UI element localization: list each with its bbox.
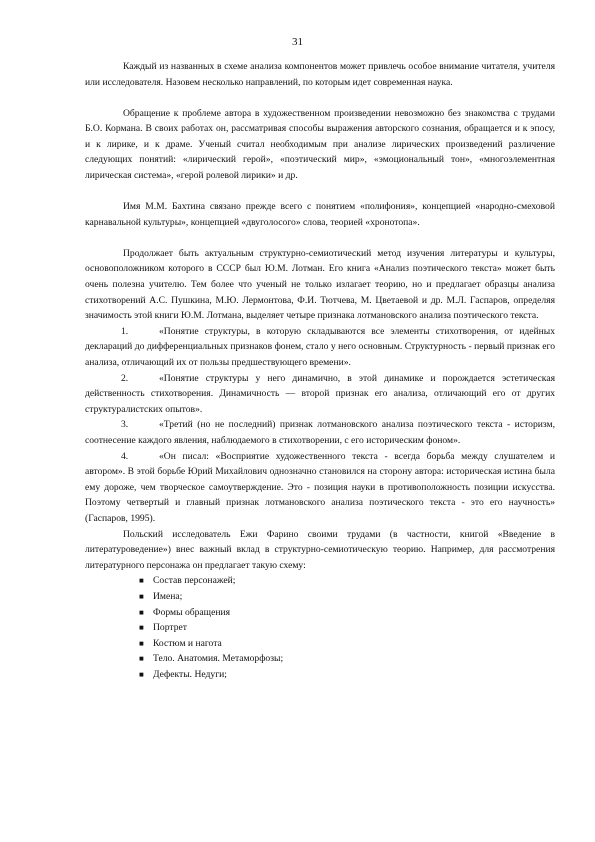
page-content [85,59,555,682]
item-text: «Понятие структуры у него динамично, в этой динамике и порождается эстетическая действенность стихотворения. Динамичность — второй признак его анализа, отличающий его от других структуралистских опытов». [85,372,555,415]
list-item-text: Формы обращения [153,606,231,618]
bullet-icon: ■ [139,576,144,586]
list-item [139,605,555,621]
item-text: «Понятие структуры, в которую складываются все элементы стихотворения, от идейных деклараций до дифференциальных признаков фонем, стало у него основным. Структурность - первый признак его анализа, отличающий их от пользы предшествующего времени». [85,325,555,368]
item-number: 4. [121,450,129,462]
bullet-icon: ■ [139,638,144,648]
list-item [139,667,555,683]
list-item-text: Тело. Анатомия. Метаморфозы; [153,653,284,665]
list-item [139,620,555,636]
page-number: 31 [292,36,303,48]
item-number: 1. [121,325,129,337]
paragraph-farino: Польский исследователь Ежи Фарино своими трудами (в частности, книгой «Введение в литературоведение») внес важный вклад в структурно-семиотическую теорию. Например, для рассмотрения литературного персонажа он предлагает такую схему: [85,528,555,571]
item-text: «Третий (но не последний) признак лотмановского анализа поэтического текста - историзм, соотнесение каждого явления, наблюдаемого в стихотворении, с его историческим фоном». [85,419,555,446]
numbered-item-1 [85,324,555,371]
item-number: 2. [121,372,129,384]
paragraph-intro: Каждый из названных в схеме анализа компонентов может привлечь особое внимание читателя, учителя или исследователя. Назовем несколько направлений, по которым идет современная наука. [85,61,555,88]
list-item-text: Костюм и нагота [153,637,222,649]
item-text: «Он писал: «Восприятие художественного текста - всегда борьба между слушателем и автором». В этой борьбе Юрий Михайлович однозначно становился на сторону автора: историческая истина была ему дороже, чем творческое самоутверждение. Это - позиция науки в противоположность позиции искусства. Поэтому четвертый и главный признак лотмановского анализа поэтического текста - это его научность» (Гаспаров, 1995). [85,450,555,524]
list-item-text: Имена; [153,590,183,602]
bullet-list [85,573,555,682]
numbered-item-4 [85,449,555,527]
list-item-text: Состав персонажей; [153,575,236,587]
bullet-icon: ■ [139,607,144,617]
list-item [139,636,555,652]
numbered-item-2 [85,371,555,418]
list-item [139,573,555,589]
item-number: 3. [121,419,129,431]
bullet-icon: ■ [139,654,144,664]
list-item-text: Портрет [153,622,187,634]
bullet-icon: ■ [139,591,144,601]
bullet-icon: ■ [139,623,144,633]
list-item [139,651,555,667]
list-item [139,589,555,605]
list-item-text: Дефекты. Недуги; [153,668,227,680]
paragraph-lotman: Продолжает быть актуальным структурно-семиотический метод изучения литературы и культуры, основоположником которого в СССР был Ю.М. Лотман. Его книга «Анализ поэтического текста» может быть очень полезна учителю. Тем более что ученый не только излагает теорию, но и предлагает образцы анализа стихотворений А.С. Пушкина, М.Ю. Лермонтова, Ф.И. Тютчева, М. Цветаевой и др. М.Л. Гаспаров, определяя значимость этой книги Ю.М. Лотмана, выделяет четыре признака лотмановского анализа поэтического текста. [85,247,555,322]
paragraph-korman: Обращение к проблеме автора в художественном произведении невозможно без знакомства с трудами Б.О. Кормана. В своих работах он, рассматривая способы выражения авторского сознания, обращается и к эпосу, и к лирике, и к драме. Ученый считал необходимым при анализе лирических произведений различение следующих понятий: «лирический герой», «поэтический мир», «эмоциональный тон», «многоэлементная лирическая система», «герой ролевой лирики» и др. [85,107,555,182]
paragraph-bakhtin: Имя М.М. Бахтина связано прежде всего с понятием «полифония», концепцией «народно-смеховой карнавальной культуры», концепцией «двуголосого» слова, теорией «хронотопа». [85,201,555,228]
bullet-icon: ■ [139,669,144,679]
numbered-item-3 [85,417,555,448]
